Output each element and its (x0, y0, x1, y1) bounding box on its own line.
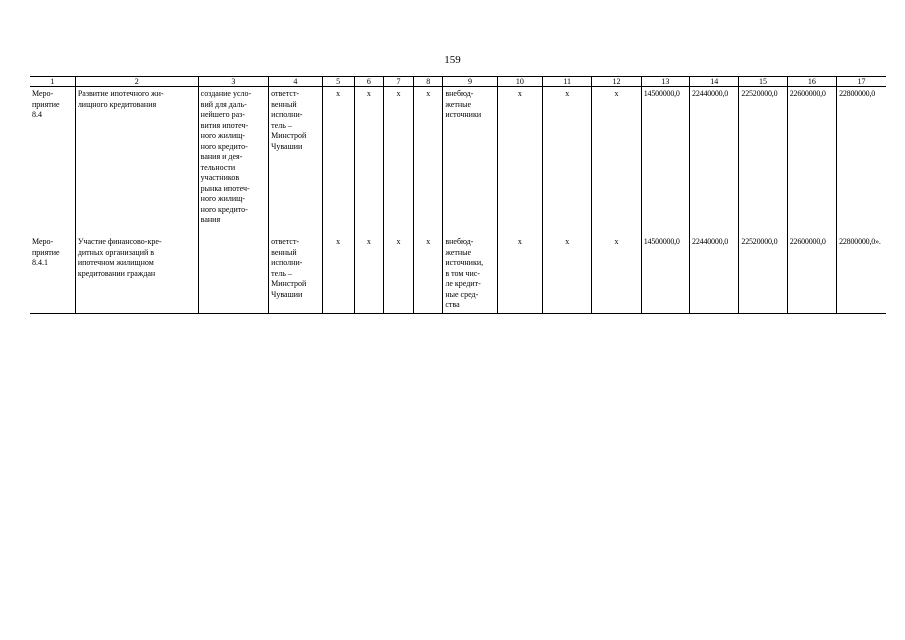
table-cell: x (592, 235, 641, 314)
program-table (30, 76, 886, 314)
column-header: 5 (322, 77, 354, 87)
column-header: 3 (198, 77, 268, 87)
column-header: 8 (414, 77, 443, 87)
table-cell: x (414, 235, 443, 314)
column-header: 17 (837, 77, 886, 87)
amount-cell: 22800000,0 (837, 87, 886, 236)
column-header: 2 (75, 77, 198, 87)
table-cell: x (322, 235, 354, 314)
column-header: 6 (354, 77, 383, 87)
column-header: 4 (269, 77, 322, 87)
amount-cell: 22600000,0 (787, 235, 836, 314)
table-row (30, 87, 886, 236)
goal-cell: создание усло- вий для даль- нейшего раз- вития ипотеч- ного жилищ- ного кредито- вания и дея- тельности участников рынка ипотеч- ного жилищ- ного кредито- вания (198, 87, 268, 236)
table-cell: x (592, 87, 641, 236)
funding-source-cell: внебюд- жетные источники (443, 87, 497, 236)
funding-source-cell: внебюд- жетные источники, в том чис- ле кредит- ные сред- ства (443, 235, 497, 314)
table-cell: x (497, 87, 542, 236)
column-header: 10 (497, 77, 542, 87)
amount-cell: 22600000,0 (787, 87, 836, 236)
column-header: 7 (383, 77, 413, 87)
amount-cell: 22520000,0 (739, 87, 787, 236)
column-header: 14 (690, 77, 739, 87)
amount-cell: 22800000,0». (837, 235, 886, 314)
column-header: 12 (592, 77, 641, 87)
executor-cell: ответст- венный исполни- тель – Минстрой Чувашии (269, 235, 322, 314)
page-number: 159 (444, 54, 461, 66)
activity-code-cell: Меро- приятие 8.4 (32, 89, 60, 119)
activity-code-cell: Меро- приятие 8.4.1 (30, 235, 75, 314)
amount-cell: 22440000,0 (690, 235, 739, 314)
table-cell: x (383, 235, 413, 314)
table-cell: x (354, 87, 383, 236)
column-header: 15 (739, 77, 787, 87)
activity-name-cell: Участие финансово-кре- дитных организаций в ипотечном жилищном кредитовании граждан (75, 235, 198, 314)
header-row (30, 77, 886, 87)
amount-cell: 14500000,0 (641, 235, 689, 314)
table-cell: x (543, 235, 592, 314)
table-cell: x (322, 87, 354, 236)
table-cell: x (414, 87, 443, 236)
goal-cell (198, 235, 268, 314)
column-header: 11 (543, 77, 592, 87)
activity-name-cell: Развитие ипотечного жи- лищного кредитования (75, 87, 198, 236)
column-header: 16 (787, 77, 836, 87)
amount-cell: 14500000,0 (641, 87, 689, 236)
table-cell: x (354, 235, 383, 314)
table-cell: x (497, 235, 542, 314)
column-header: 1 (30, 77, 75, 87)
executor-cell: ответст- венный исполни- тель – Минстрой Чувашии (269, 87, 322, 236)
table-row (30, 235, 886, 314)
amount-cell: 22440000,0 (690, 87, 739, 236)
table-cell: x (383, 87, 413, 236)
column-header: 9 (443, 77, 497, 87)
amount-cell: 22520000,0 (739, 235, 787, 314)
column-header: 13 (641, 77, 689, 87)
table-cell: x (543, 87, 592, 236)
